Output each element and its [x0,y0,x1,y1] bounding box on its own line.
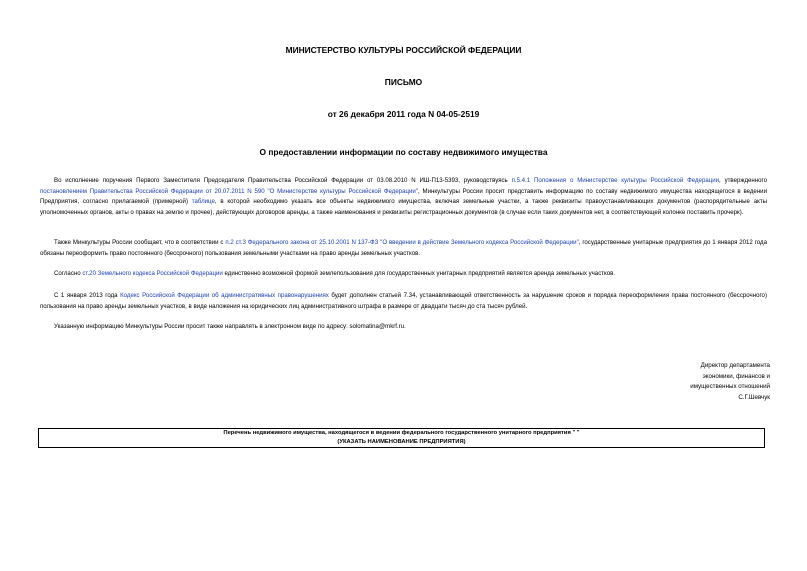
link-ministry-regulation[interactable]: п.5.4.1 Положения о Министерстве культуры Российской Федерации [511,177,720,184]
table-caption-note: (УКАЗАТЬ НАИМЕНОВАНИЕ ПРЕДПРИЯТИЯ) [337,439,466,445]
paragraph-text: , Минкультуры России просит представить информацию по составу недвижимого имущества находящегося в ведении Предприятия, согласно прилагаемой (примерной) [40,187,767,205]
document-date-number: от 26 декабря 2011 года N 04-05-2519 [327,109,480,119]
paragraph-text: Во исполнение поручения Первого Заместителя Председателя Правительства Российской Федерации от 03.08.2010 N ИШ-П13-5393, руководствуясь [54,177,512,184]
paragraph-text: , утвержденного [719,177,767,184]
paragraph-text: Также Минкультуры России сообщает, что в соответствии с [54,239,226,246]
link-government-decree[interactable]: постановлением Правительства Российской Федерации от 20.07.2011 N 590 "О Министерстве культуры Российской Федерации" [40,187,418,195]
ministry-title: МИНИСТЕРСТВО КУЛЬТУРЫ РОССИЙСКОЙ ФЕДЕРАЦИИ [285,45,522,55]
paragraph-text: Указанную информацию Минкультуры России просит также направлять в электронном виде по адресу: solomatina@mkrf.ru. [54,323,406,330]
paragraph-4 [40,291,767,312]
link-admin-code[interactable]: Кодекс Российской Федерации об административных правонарушениях [120,292,329,299]
signature-position-line3: имущественных отношений [690,383,770,391]
document-subject: О предоставлении информации по составу недвижимого имущества [259,147,548,157]
link-table[interactable]: таблице [191,198,215,205]
paragraph-text: будет дополнен статьей 7.34, устанавливающей ответственность за нарушение сроков и порядка переоформления права постоянного (бессрочного) пользования на право аренды земельных участков, в виде наложения на юридических лиц административного штрафа в размере от двадцати тысяч до ста тысяч рублей. [40,292,767,310]
paragraph-text: С 1 января 2013 года [54,292,121,299]
signature-block [640,361,770,403]
link-land-code[interactable]: ст.20 Земельного кодекса Российской Федерации [82,270,223,277]
paragraph-5 [40,322,767,333]
paragraph-1 [40,176,767,218]
document-type: ПИСЬМО [384,77,423,87]
paragraph-2 [40,238,767,259]
paragraph-text: , государственные унитарные предприятия до 1 января 2012 года обязаны переоформить право постоянного (бессрочного) пользования земельными участками на право аренды земельных участков. [40,239,767,257]
paragraph-text: единственно возможной формой землепользования для государственных унитарных предприятий является аренда земельных участков. [222,270,616,277]
signature-position-line2: экономики, финансов и [702,372,770,380]
property-table [38,428,765,448]
link-federal-law[interactable]: п.2 ст.3 Федерального закона от 25.10.2001 N 137-ФЗ "О введении в действие Земельного кодекса Российской Федерации" [225,239,579,246]
table-caption: Перечень недвижимого имущества, находящегося в ведении федерального государственного унитарного предприятия " " [223,430,580,436]
signature-position-line1: Директор департамента [700,362,770,369]
paragraph-3 [40,269,767,280]
paragraph-text: Согласно [54,270,83,277]
signature-name: С.Г.Шевчук [738,393,770,401]
paragraph-text: , в которой необходимо указать все объекты недвижимого имущества, включая земельные участки, а также реквизиты правоустанавливающих документов (распорядительные акты уполномоченных органов, акты о правах на землю и прочее), действующих договоров аренды, а также наименования и реквизиты регистрационных документов (в случае если таких документов нет, в соответствующей колонке поставить прочерк). [40,198,767,216]
